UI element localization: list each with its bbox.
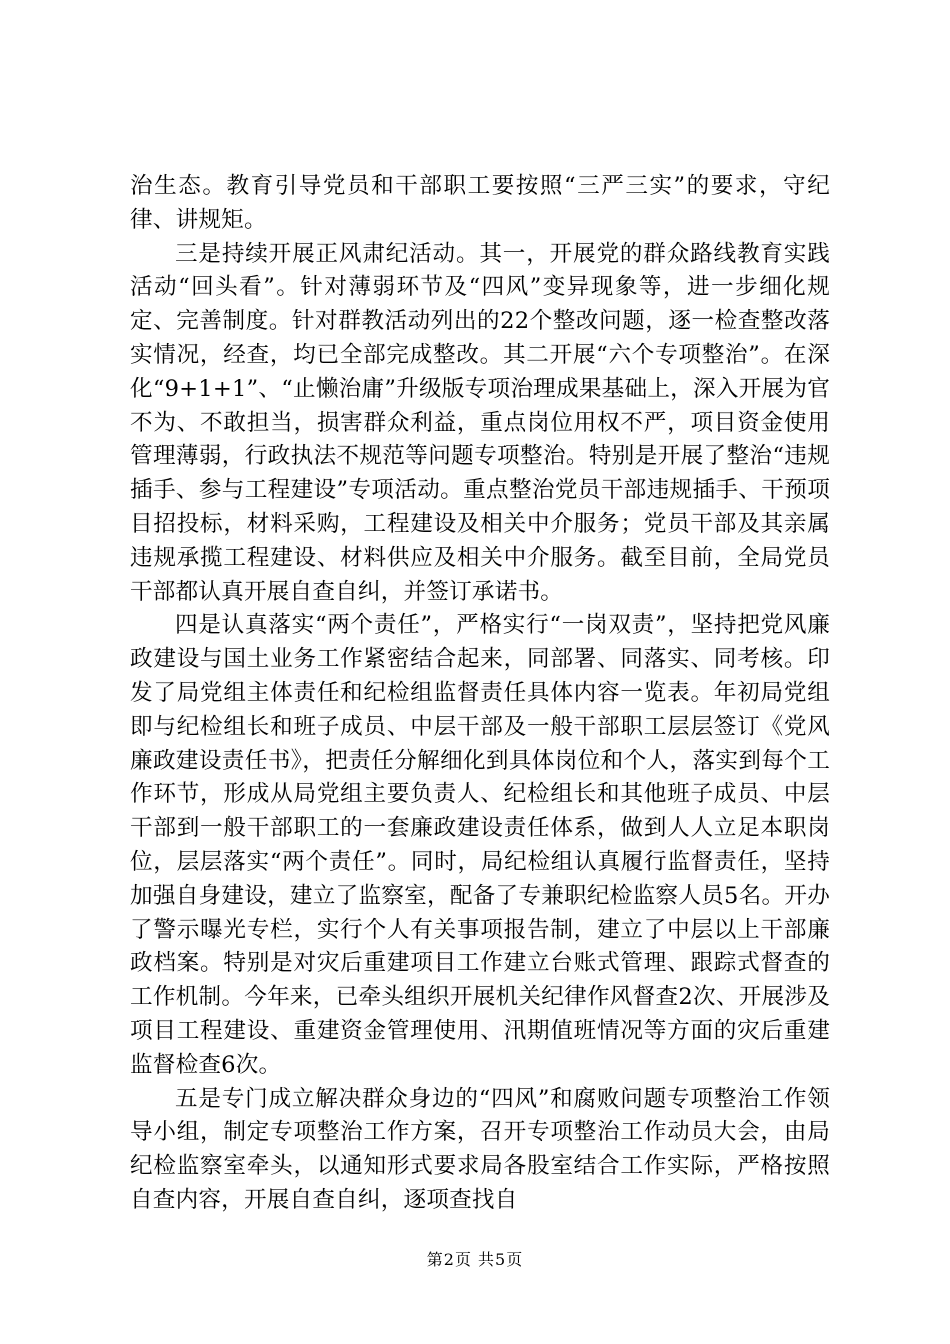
paragraph-4: 五是专门成立解决群众身边的“四风”和腐败问题专项整治工作领导小组，制定专项整治工作方案，召开专项整治工作动员大会，由局纪检监察室牵头，以通知形式要求局各股室结合工作实际，严格按照自查内容，开展自查自纠，逐项查找自 — [130, 1085, 830, 1213]
paragraph-3: 四是认真落实“两个责任”，严格实行“一岗双责”，坚持把党风廉政建设与国土业务工作紧密结合起来，同部署、同落实、同考核。印发了局党组主体责任和纪检组监督责任具体内容一览表。年初局党组即与纪检组长和班子成员、中层干部及一般干部职工层层签订《党风廉政建设责任书》，把责任分解细化到具体岗位和个人，落实到每个工作环节，形成从局党组主要负责人、纪检组长和其他班子成员、中层干部到一般干部职工的一套廉政建设责任体系，做到人人立足本职岗位，层层落实“两个责任”。同时，局纪检组认真履行监督责任，坚持加强自身建设，建立了监察室，配备了专兼职纪检监察人员5名。开办了警示曝光专栏，实行个人有关事项报告制，建立了中层以上干部廉政档案。特别是对灾后重建项目工作建立台账式管理、跟踪式督查的工作机制。今年来，已牵头组织开展机关纪律作风督查2次、开展涉及项目工程建设、重建资金管理使用、汛期值班情况等方面的灾后重建监督检查6次。 — [130, 612, 830, 1078]
document-body — [130, 170, 830, 1218]
paragraph-2: 三是持续开展正风肃纪活动。其一，开展党的群众路线教育实践活动“回头看”。针对薄弱环节及“四风”变异现象等，进一步细化规定、完善制度。针对群教活动列出的22个整改问题，逐一检查整改落实情况，经查，均已全部完成整改。其二开展“六个专项整治”。在深化“9+1+1”、“止懒治庸”升级版专项治理成果基础上，深入开展为官不为、不敢担当，损害群众利益，重点岗位用权不严，项目资金使用管理薄弱，行政执法不规范等问题专项整治。特别是开展了整治“违规插手、参与工程建设”专项活动。重点整治党员干部违规插手、干预项目招投标，材料采购，工程建设及相关中介服务；党员干部及其亲属违规承揽工程建设、材料供应及相关中介服务。截至目前，全局党员干部都认真开展自查自纠，并签订承诺书。 — [130, 240, 830, 605]
paragraph-1: 治生态。教育引导党员和干部职工要按照“三严三实”的要求，守纪律、讲规矩。 — [130, 173, 830, 233]
page-footer: 第2页 共5页 — [426, 1250, 524, 1269]
